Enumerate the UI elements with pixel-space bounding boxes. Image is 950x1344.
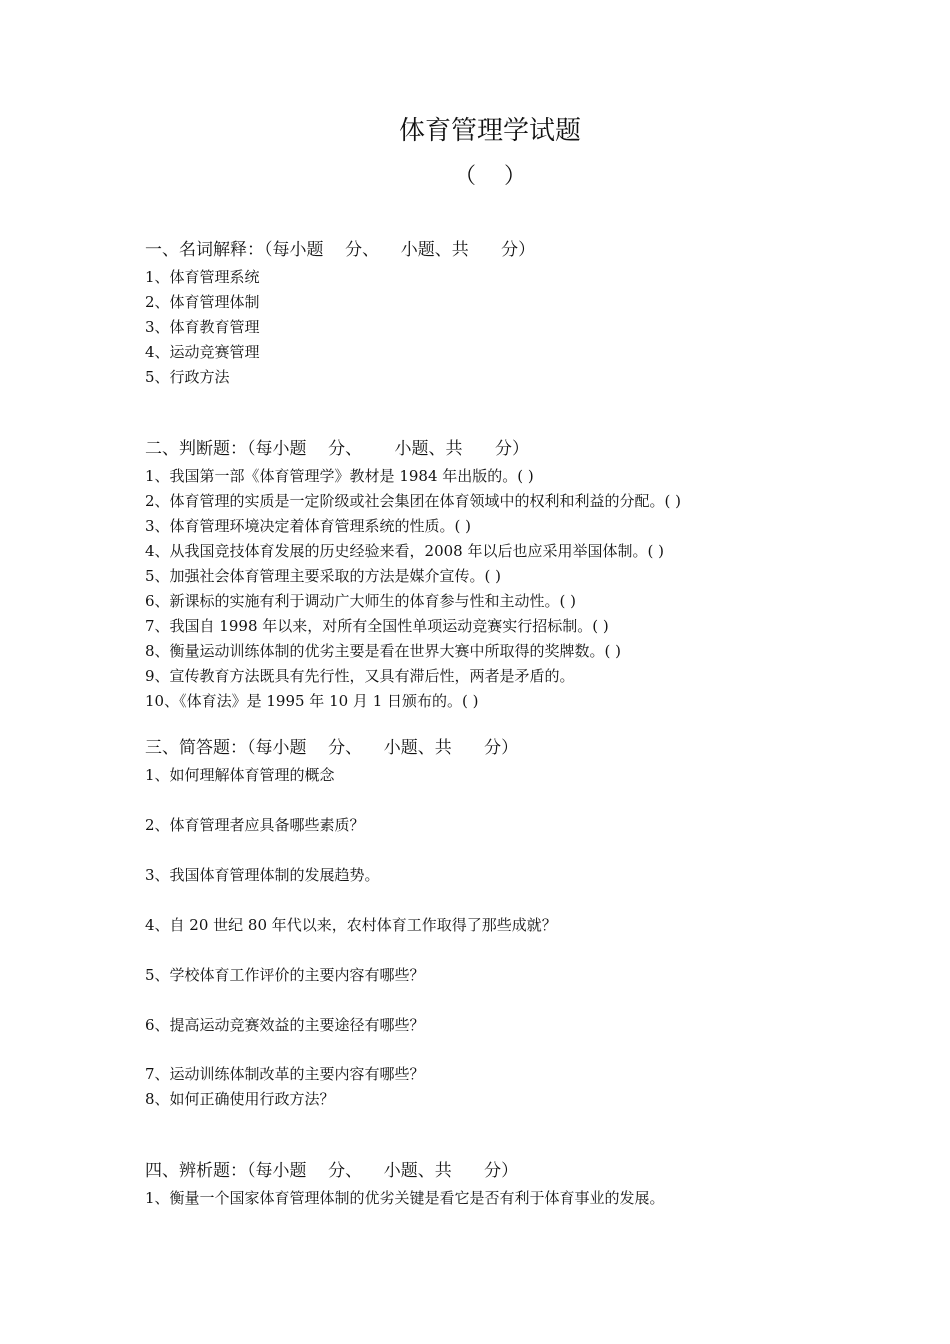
list-item: 1、我国第一部《体育管理学》教材是 1984 年出版的。( ) bbox=[145, 467, 534, 485]
list-item: 10、《体育法》是 1995 年 10 月 1 日颁布的。( ) bbox=[145, 692, 479, 710]
list-item: 5、加强社会体育管理主要采取的方法是媒介宣传。( ) bbox=[145, 567, 502, 585]
section-heading-short-answer: 三、简答题：（每小题 分、 小题、共 分） bbox=[145, 738, 519, 758]
section-heading-true-false: 二、判断题：（每小题 分、 小题、共 分） bbox=[145, 439, 529, 459]
list-item: 6、提高运动竞赛效益的主要途径有哪些？ bbox=[145, 1016, 425, 1034]
list-item: 4、运动竞赛管理 bbox=[145, 343, 260, 361]
list-item: 2、体育管理者应具备哪些素质？ bbox=[145, 816, 365, 834]
list-item: 9、宣传教育方法既具有先行性，又具有滞后性，两者是矛盾的。 bbox=[145, 667, 575, 685]
list-item: 3、体育管理环境决定着体育管理系统的性质。( ) bbox=[145, 517, 472, 535]
section-heading-terms: 一、名词解释：（每小题 分、 小题、共 分） bbox=[145, 240, 536, 260]
list-item: 3、体育教育管理 bbox=[145, 318, 260, 336]
list-item: 5、行政方法 bbox=[145, 368, 230, 386]
section-heading-analysis: 四、辨析题：（每小题 分、 小题、共 分） bbox=[145, 1161, 519, 1181]
list-item: 6、新课标的实施有利于调动广大师生的体育参与性和主动性。( ) bbox=[145, 592, 577, 610]
list-item: 4、从我国竞技体育发展的历史经验来看，2008 年以后也应采用举国体制。( ) bbox=[145, 542, 664, 560]
list-item: 2、体育管理体制 bbox=[145, 293, 260, 311]
list-item: 7、运动训练体制改革的主要内容有哪些？ bbox=[145, 1065, 425, 1083]
list-item: 3、我国体育管理体制的发展趋势。 bbox=[145, 866, 380, 884]
list-item: 1、体育管理系统 bbox=[145, 268, 260, 286]
list-item: 8、衡量运动训练体制的优劣主要是看在世界大赛中所取得的奖牌数。( ) bbox=[145, 642, 622, 660]
document-title: 体育管理学试题 bbox=[398, 116, 581, 146]
list-item: 2、体育管理的实质是一定阶级或社会集团在体育领域中的权利和利益的分配。( ) bbox=[145, 492, 682, 510]
list-item: 8、如何正确使用行政方法？ bbox=[145, 1090, 335, 1108]
list-item: 1、衡量一个国家体育管理体制的优劣关键是看它是否有利于体育事业的发展。 bbox=[145, 1189, 665, 1207]
list-item: 7、我国自 1998 年以来，对所有全国性单项运动竞赛实行招标制。( ) bbox=[145, 617, 609, 635]
list-item: 5、学校体育工作评价的主要内容有哪些？ bbox=[145, 966, 425, 984]
document-subtitle: （ ） bbox=[454, 164, 526, 189]
list-item: 1、如何理解体育管理的概念 bbox=[145, 766, 335, 784]
list-item: 4、自 20 世纪 80 年代以来，农村体育工作取得了那些成就？ bbox=[145, 916, 557, 934]
